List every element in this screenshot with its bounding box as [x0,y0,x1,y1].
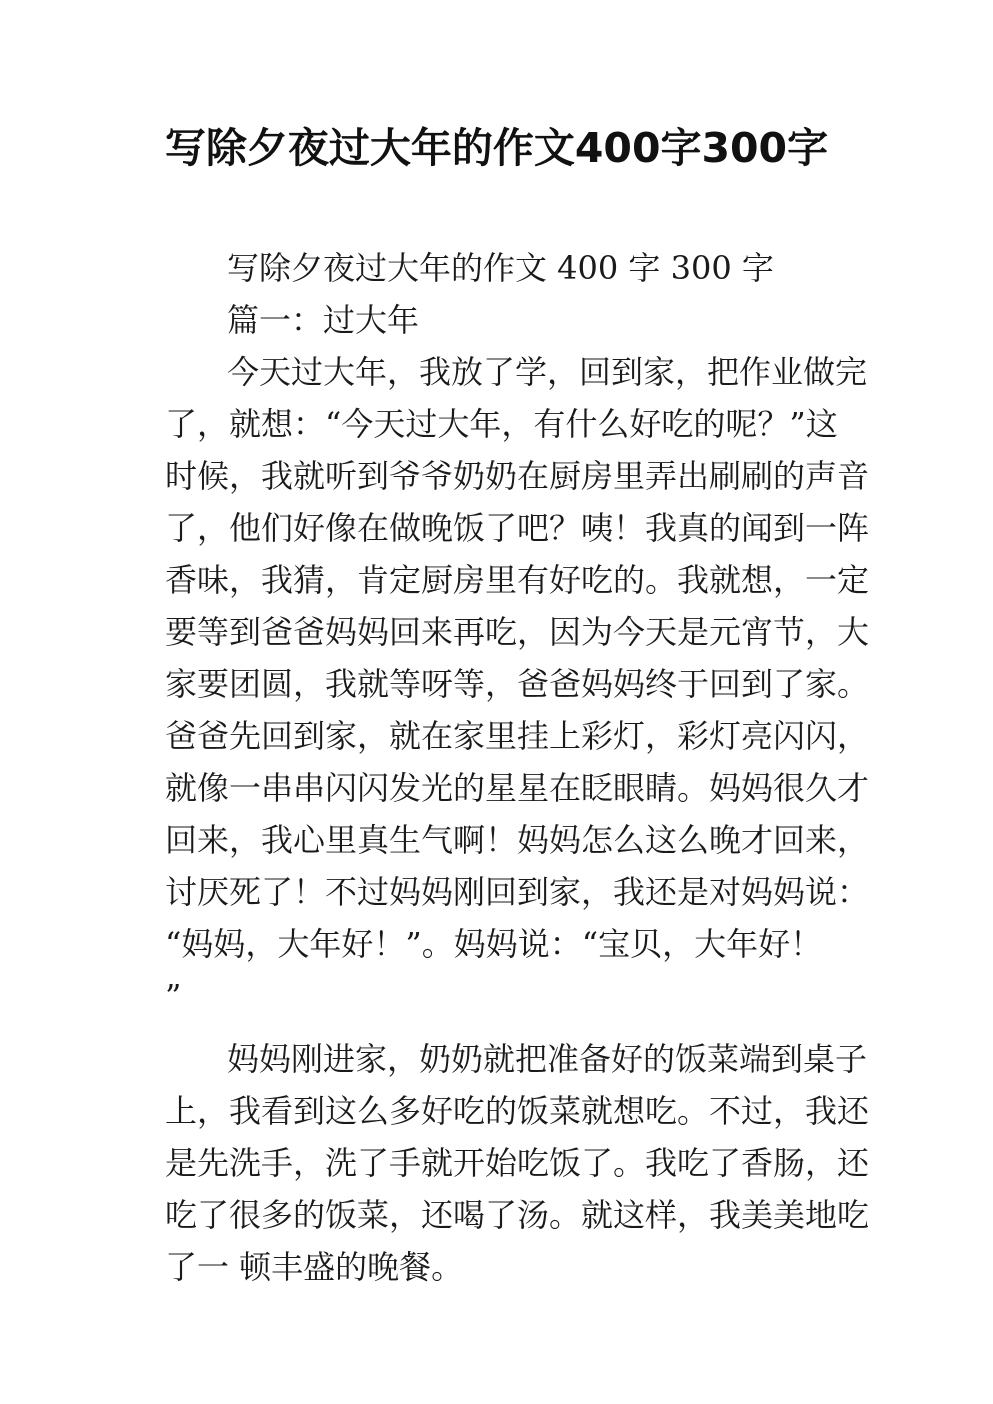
text-line: 篇一：过大年 [227,301,420,339]
document-body [165,242,870,1293]
text-line: 了，他们好像在做晚饭了吧？咦！我真的闻到一阵 [165,509,870,547]
paragraph-gap [165,1022,830,1033]
text-line: 妈妈刚进家，奶奶就把准备好的饭菜端到桌子 [227,1040,868,1078]
text-line: 写除夕夜过大年的作文 400 字 300 字 [227,249,774,287]
text-line: 时候，我就听到爷爷奶奶在厨房里弄出刷刷的声音 [165,457,870,495]
text-line: 回来，我心里真生气啊！妈妈怎么这么晚才回来， [165,821,870,859]
text-line: 吃了很多的饭菜，还喝了汤。就这样，我美美地吃 [165,1196,870,1234]
text-line: 了一 顿丰盛的晚餐。 [165,1248,464,1286]
text-line: “妈妈，大年好！”。妈妈说：“宝贝，大年好！ [165,925,823,963]
text-line: 了，就想：“今天过大年，有什么好吃的呢？”这 [165,405,838,443]
text-line: 今天过大年，我放了学，回到家，把作业做完 [227,353,868,391]
text-line: 上，我看到这么多好吃的饭菜就想吃。不过，我还 [165,1092,870,1130]
text-line: 爸爸先回到家，就在家里挂上彩灯，彩灯亮闪闪， [165,717,870,755]
text-line: ” [165,977,182,1015]
text-line: 要等到爸爸妈妈回来再吃，因为今天是元宵节，大 [165,613,870,651]
text-line: 就像一串串闪闪发光的星星在眨眼睛。妈妈很久才 [165,769,870,807]
text-line: 讨厌死了！不过妈妈刚回到家，我还是对妈妈说： [165,873,870,911]
text-line: 是先洗手，洗了手就开始吃饭了。我吃了香肠，还 [165,1144,870,1182]
document-title: 写除夕夜过大年的作文400字300字 [164,124,829,172]
text-line: 家要团圆，我就等呀等，爸爸妈妈终于回到了家。 [165,665,870,703]
text-line: 香味，我猜，肯定厨房里有好吃的。我就想，一定 [165,561,870,599]
